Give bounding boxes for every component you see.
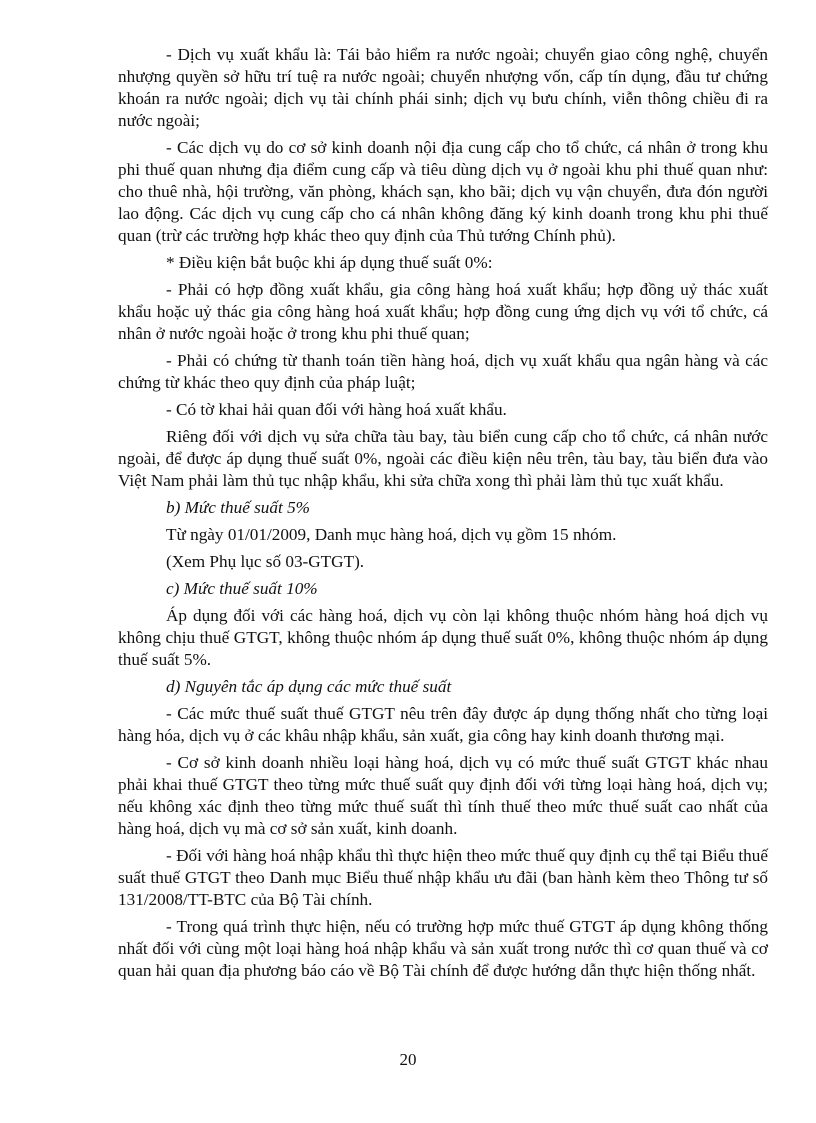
paragraph-appendix-ref: (Xem Phụ lục số 03-GTGT). — [166, 552, 365, 571]
heading-rate-10: c) Mức thuế suất 10% — [166, 579, 318, 598]
paragraph-principle-report: - Trong quá trình thực hiện, nếu có trường hợp mức thuế GTGT áp dụng không thống nhất đối với cùng một loại hàng hoá nhập khẩu và sản xuất trong nước thì cơ quan thuế và cơ quan hải quan địa phương báo cáo về Bộ Tài chính để được hướng dẫn thực hiện thống nhất. — [118, 917, 768, 980]
paragraph-conditions-heading: * Điều kiện bắt buộc khi áp dụng thuế suất 0%: — [166, 253, 493, 272]
page-number: 20 — [399, 1050, 417, 1069]
heading-rate-5: b) Mức thuế suất 5% — [166, 498, 310, 517]
paragraph-rate-10: Áp dụng đối với các hàng hoá, dịch vụ còn lại không thuộc nhóm hàng hoá dịch vụ không chịu thuế GTGT, không thuộc nhóm áp dụng thuế suất 0%, không thuộc nhóm áp dụng thuế suất 5%. — [118, 606, 768, 669]
paragraph-export-services: - Dịch vụ xuất khẩu là: Tái bảo hiểm ra nước ngoài; chuyển giao công nghệ, chuyển nhượng quyền sở hữu trí tuệ ra nước ngoài; chuyển nhượng vốn, cấp tín dụng, đầu tư chứng khoán ra nước ngoài; dịch vụ tài chính phái sinh; dịch vụ bưu chính, viễn thông chiều đi ra nước ngoài; — [118, 45, 768, 130]
paragraph-repair-services: Riêng đối với dịch vụ sửa chữa tàu bay, tàu biển cung cấp cho tổ chức, cá nhân nước ngoài, để được áp dụng thuế suất 0%, ngoài các điều kiện nêu trên, tàu bay, tàu biển đưa vào Việt Nam phải làm thủ tục nhập khẩu, khi sửa chữa xong thì phải làm thủ tục xuất khẩu. — [118, 427, 768, 490]
heading-principles: d) Nguyên tắc áp dụng các mức thuế suất — [166, 677, 452, 696]
paragraph-principle-multiple: - Cơ sở kinh doanh nhiều loại hàng hoá, dịch vụ có mức thuế suất GTGT khác nhau phải khai thuế GTGT theo từng mức thuế suất quy định đối với từng loại hàng hoá, dịch vụ; nếu không xác định theo từng mức thuế suất thì tính thuế theo mức thuế suất cao nhất của hàng hoá, dịch vụ mà cơ sở sản xuất, kinh doanh. — [118, 753, 768, 838]
document-body — [118, 44, 768, 987]
paragraph-condition-payment: - Phải có chứng từ thanh toán tiền hàng hoá, dịch vụ xuất khẩu qua ngân hàng và các chứng từ khác theo quy định của pháp luật; — [118, 351, 768, 392]
paragraph-condition-customs: - Có tờ khai hải quan đối với hàng hoá xuất khẩu. — [166, 400, 507, 419]
paragraph-principle-uniform: - Các mức thuế suất thuế GTGT nêu trên đây được áp dụng thống nhất cho từng loại hàng hóa, dịch vụ ở các khâu nhập khẩu, sản xuất, gia công hay kinh doanh thương mại. — [118, 704, 768, 745]
paragraph-principle-imports: - Đối với hàng hoá nhập khẩu thì thực hiện theo mức thuế quy định cụ thể tại Biểu thuế suất thuế GTGT theo Danh mục Biểu thuế nhập khẩu ưu đãi (ban hành kèm theo Thông tư số 131/2008/TT-BTC của Bộ Tài chính. — [118, 846, 768, 909]
paragraph-condition-contract: - Phải có hợp đồng xuất khẩu, gia công hàng hoá xuất khẩu; hợp đồng uỷ thác xuất khẩu hoặc uỷ thác gia công hàng hoá xuất khẩu; hợp đồng cung ứng dịch vụ với tổ chức, cá nhân ở nước ngoài hoặc ở trong khu phi thuế quan; — [118, 280, 768, 343]
paragraph-domestic-services: - Các dịch vụ do cơ sở kinh doanh nội địa cung cấp cho tổ chức, cá nhân ở trong khu phi thuế quan nhưng địa điểm cung cấp và tiêu dùng dịch vụ ở ngoài khu phi thuế quan như: cho thuê nhà, hội trường, văn phòng, khách sạn, kho bãi; dịch vụ vận chuyển, đưa đón người lao động. Các dịch vụ cung cấp cho cá nhân không đăng ký kinh doanh trong khu phi thuế quan (trừ các trường hợp khác theo quy định của Thủ tướng Chính phủ). — [118, 138, 768, 245]
paragraph-rate-5-list: Từ ngày 01/01/2009, Danh mục hàng hoá, dịch vụ gồm 15 nhóm. — [166, 525, 617, 544]
